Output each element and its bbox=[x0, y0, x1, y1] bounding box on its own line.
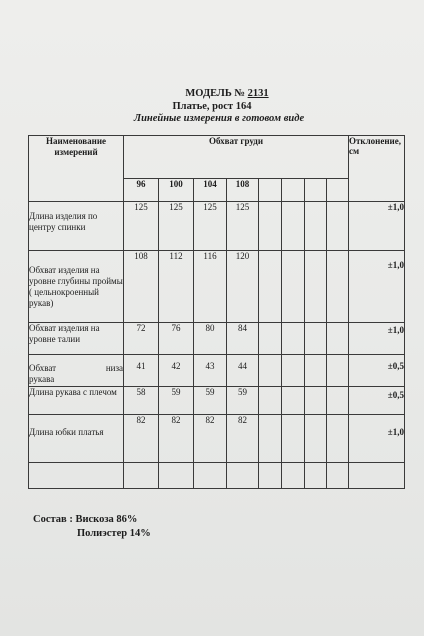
empty-cell bbox=[227, 463, 259, 489]
empty-cell bbox=[282, 251, 305, 323]
model-title bbox=[30, 88, 424, 101]
empty-cell bbox=[259, 415, 282, 463]
table-row bbox=[29, 202, 405, 251]
value-cell: 112 bbox=[159, 251, 194, 323]
value-cell: 80 bbox=[194, 323, 227, 355]
row-name: Обхват изделия на уровне глубины проймы ( цельнокроенный рукав) bbox=[29, 251, 124, 323]
empty-cell bbox=[282, 355, 305, 387]
empty-cell bbox=[194, 463, 227, 489]
table-row bbox=[29, 415, 405, 463]
value-cell: 42 bbox=[159, 355, 194, 387]
empty-cell bbox=[282, 463, 305, 489]
value-cell: 76 bbox=[159, 323, 194, 355]
empty-cell bbox=[349, 463, 405, 489]
empty-cell bbox=[305, 202, 327, 251]
composition-fiber: Полиэстер 14% bbox=[77, 527, 151, 539]
value-cell: 125 bbox=[227, 202, 259, 251]
value-cell: 43 bbox=[194, 355, 227, 387]
size-header: 108 bbox=[227, 179, 259, 202]
empty-cell bbox=[327, 202, 349, 251]
empty-cell bbox=[259, 355, 282, 387]
value-cell: 59 bbox=[159, 387, 194, 415]
measurements-table bbox=[28, 135, 405, 489]
empty-cell bbox=[282, 202, 305, 251]
value-cell: 125 bbox=[159, 202, 194, 251]
row-name: Обхват низа рукава bbox=[29, 355, 124, 387]
row-name-first-line: Обхват низа bbox=[29, 363, 123, 373]
value-cell: 72 bbox=[124, 323, 159, 355]
value-cell: 82 bbox=[227, 415, 259, 463]
empty-cell bbox=[282, 179, 305, 202]
value-cell: 84 bbox=[227, 323, 259, 355]
tolerance-cell: ±1,0 bbox=[349, 251, 405, 323]
empty-cell bbox=[259, 251, 282, 323]
empty-cell bbox=[259, 387, 282, 415]
empty-cell bbox=[327, 415, 349, 463]
composition-fiber: Вискоза 86% bbox=[75, 514, 138, 525]
model-label: МОДЕЛЬ № bbox=[185, 88, 245, 99]
value-cell: 59 bbox=[227, 387, 259, 415]
row-name: Длина рукава с плечом bbox=[29, 387, 124, 415]
table-row bbox=[29, 387, 405, 415]
table-caption: Линейные измерения в готовом виде bbox=[133, 113, 305, 124]
value-cell: 82 bbox=[159, 415, 194, 463]
size-header: 104 bbox=[194, 179, 227, 202]
tolerance-cell: ±1,0 bbox=[349, 415, 405, 463]
value-cell: 108 bbox=[124, 251, 159, 323]
column-header-chest: Обхват груди bbox=[124, 136, 349, 179]
column-header-deviation: Отклонение, см bbox=[349, 136, 405, 202]
empty-cell bbox=[327, 355, 349, 387]
empty-cell bbox=[282, 415, 305, 463]
empty-cell bbox=[305, 415, 327, 463]
empty-cell bbox=[259, 202, 282, 251]
row-name: Длина юбки платья bbox=[29, 415, 124, 463]
empty-cell bbox=[282, 387, 305, 415]
empty-cell bbox=[305, 355, 327, 387]
empty-cell bbox=[305, 323, 327, 355]
row-name: Длина изделия по центру спинки bbox=[29, 202, 124, 251]
empty-cell bbox=[282, 323, 305, 355]
table-row-empty bbox=[29, 463, 405, 489]
empty-cell bbox=[159, 463, 194, 489]
value-cell: 58 bbox=[124, 387, 159, 415]
column-header-name: Наименование измерений bbox=[29, 136, 124, 202]
empty-cell bbox=[124, 463, 159, 489]
empty-cell bbox=[259, 463, 282, 489]
composition-label: Состав : bbox=[33, 514, 73, 525]
empty-cell bbox=[305, 179, 327, 202]
model-subtitle: Платье, рост 164 bbox=[172, 100, 252, 112]
empty-cell bbox=[259, 323, 282, 355]
row-name: Обхват изделия на уровне талии bbox=[29, 323, 124, 355]
size-header: 96 bbox=[124, 179, 159, 202]
size-header: 100 bbox=[159, 179, 194, 202]
empty-cell bbox=[327, 179, 349, 202]
value-cell: 125 bbox=[124, 202, 159, 251]
value-cell: 116 bbox=[194, 251, 227, 323]
value-cell: 41 bbox=[124, 355, 159, 387]
tolerance-cell: ±1,0 bbox=[349, 323, 405, 355]
empty-cell bbox=[327, 251, 349, 323]
empty-cell bbox=[305, 251, 327, 323]
empty-cell bbox=[305, 463, 327, 489]
tolerance-cell: ±0,5 bbox=[349, 355, 405, 387]
value-cell: 125 bbox=[194, 202, 227, 251]
composition-block bbox=[33, 513, 151, 540]
tolerance-cell: ±0,5 bbox=[349, 387, 405, 415]
value-cell: 120 bbox=[227, 251, 259, 323]
composition-line bbox=[33, 513, 151, 527]
model-number: 2131 bbox=[247, 88, 269, 99]
table-header-row bbox=[29, 136, 405, 179]
value-cell: 82 bbox=[194, 415, 227, 463]
value-cell: 82 bbox=[124, 415, 159, 463]
empty-cell bbox=[259, 179, 282, 202]
table-row bbox=[29, 323, 405, 355]
empty-cell bbox=[327, 323, 349, 355]
value-cell: 44 bbox=[227, 355, 259, 387]
table-row bbox=[29, 355, 405, 387]
empty-cell bbox=[305, 387, 327, 415]
tolerance-cell: ±1,0 bbox=[349, 202, 405, 251]
value-cell: 59 bbox=[194, 387, 227, 415]
empty-cell bbox=[327, 387, 349, 415]
empty-cell bbox=[327, 463, 349, 489]
document-header bbox=[0, 88, 424, 126]
empty-cell bbox=[29, 463, 124, 489]
table-row bbox=[29, 251, 405, 323]
